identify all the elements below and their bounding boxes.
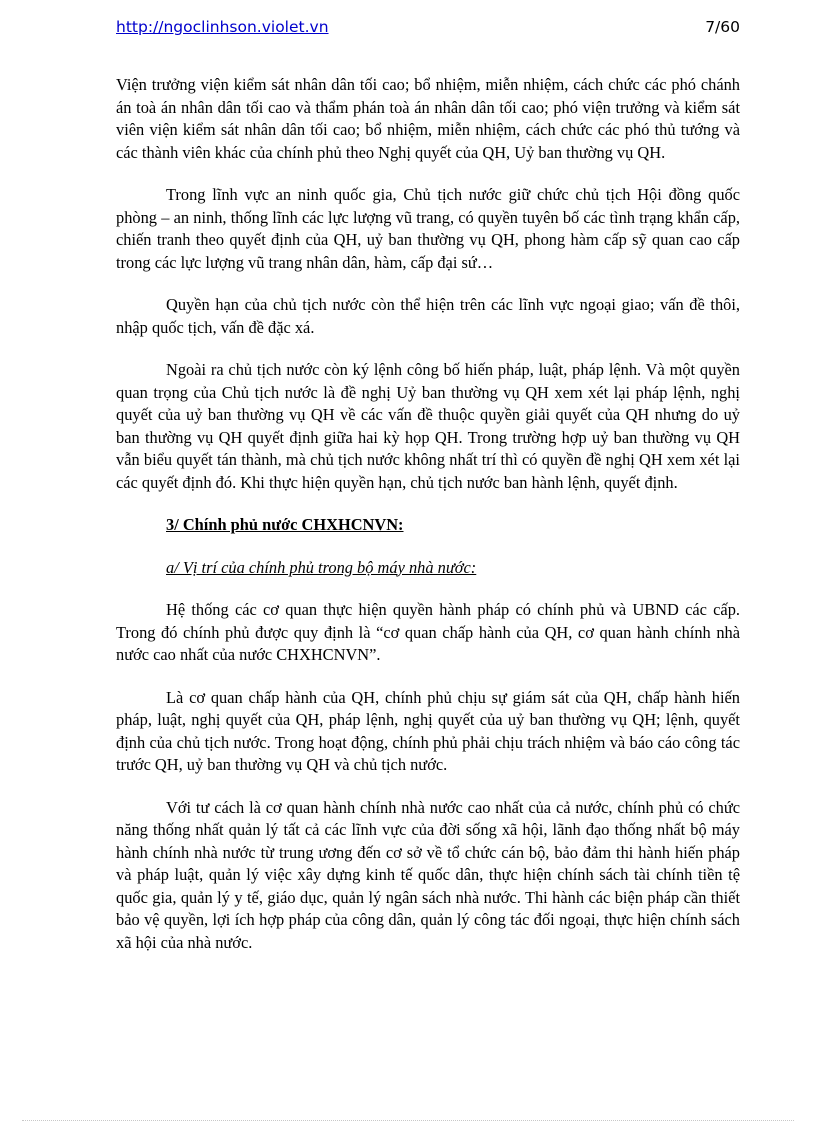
page-number: 7/60 bbox=[705, 18, 740, 36]
paragraph-7: Với tư cách là cơ quan hành chính nhà nước cao nhất của cả nước, chính phủ có chức năng thống nhất quản lý tất cả các lĩnh vực của đời sống xã hội, lãnh đạo thống nhất bộ máy hành chính nhà nước từ trung ương đến cơ sở về tổ chức cán bộ, bảo đảm thi hành hiến pháp và pháp luật, quản lý việc xây dựng kinh tế quốc dân, thực hiện chính sách tài chính tiền tệ quốc gia, quản lý y tế, giáo dục, quản lý ngân sách nhà nước. Thi hành các biện pháp cần thiết bảo vệ quyền, lợi ích hợp pháp của công dân, quản lý công tác đối ngoại, thực hiện chính sách xã hội của nhà nước. bbox=[116, 797, 740, 952]
paragraph-2: Trong lĩnh vực an ninh quốc gia, Chủ tịch nước giữ chức chủ tịch Hội đồng quốc phòng – an ninh, thống lĩnh các lực lượng vũ trang, có quyền tuyên bố các tình trạng khẩn cấp, chiến tranh theo quyết định của QH, uỷ ban thường vụ QH, phong hàm cấp sỹ quan cao cấp trong các lực lượng vũ trang nhân dân, hàm, cấp đại sứ… bbox=[116, 185, 740, 272]
paragraph-1: Viện trưởng viện kiểm sát nhân dân tối cao; bổ nhiệm, miễn nhiệm, cách chức các phó chánh án toà án nhân dân tối cao và thẩm phán toà án nhân dân tối cao; phó viện trưởng và kiểm sát viên viện kiểm sát nhân dân tối cao; bổ nhiệm, miễn nhiệm, cách chức các phó thủ tướng và các thành viên khác của chính phủ theo Nghị quyết của QH, Uỷ ban thường vụ QH. bbox=[116, 75, 740, 162]
paragraph-5: Hệ thống các cơ quan thực hiện quyền hành pháp có chính phủ và UBND các cấp. Trong đó chính phủ được quy định là “cơ quan chấp hành của QH, cơ quan hành chính nhà nước cao nhất của nước CHXHCNVN”. bbox=[116, 600, 740, 664]
page-header bbox=[116, 18, 740, 42]
paragraph-6: Là cơ quan chấp hành của QH, chính phủ chịu sự giám sát của QH, chấp hành hiến pháp, luật, nghị quyết của QH, pháp lệnh, nghị quyết của uỷ ban thường vụ QH; lệnh, quyết định của chủ tịch nước. Trong hoạt động, chính phủ phải chịu trách nhiệm và báo cáo công tác trước QH, uỷ ban thường vụ QH và chủ tịch nước. bbox=[116, 687, 740, 774]
footer-divider bbox=[22, 1120, 794, 1121]
document-body bbox=[116, 74, 740, 974]
site-link[interactable]: http://ngoclinhson.violet.vn bbox=[116, 18, 329, 36]
paragraph-4: Ngoài ra chủ tịch nước còn ký lệnh công bố hiến pháp, luật, pháp lệnh. Và một quyền quan trọng của Chủ tịch nước là đề nghị Uỷ ban thường vụ QH xem xét lại pháp lệnh, nghị quyết của uỷ ban thường vụ QH về các vấn đề thuộc quyền giải quyết của QH nhưng do uỷ ban thường vụ QH quyết định giữa hai kỳ họp QH. Trong trường hợp uỷ ban thường vụ QH vẫn biểu quyết tán thành, mà chủ tịch nước không nhất trí thì có quyền đề nghị QH xem xét lại các quyết định đó. Khi thực hiện quyền hạn, chủ tịch nước ban hành lệnh, quyết định. bbox=[116, 360, 740, 492]
subsection-heading: a/ Vị trí của chính phủ trong bộ máy nhà nước: bbox=[166, 557, 477, 577]
paragraph-3: Quyền hạn của chủ tịch nước còn thể hiện trên các lĩnh vực ngoại giao; vấn đề thôi, nhập quốc tịch, vấn đề đặc xá. bbox=[116, 295, 740, 337]
section-heading: 3/ Chính phủ nước CHXHCNVN: bbox=[166, 515, 404, 534]
